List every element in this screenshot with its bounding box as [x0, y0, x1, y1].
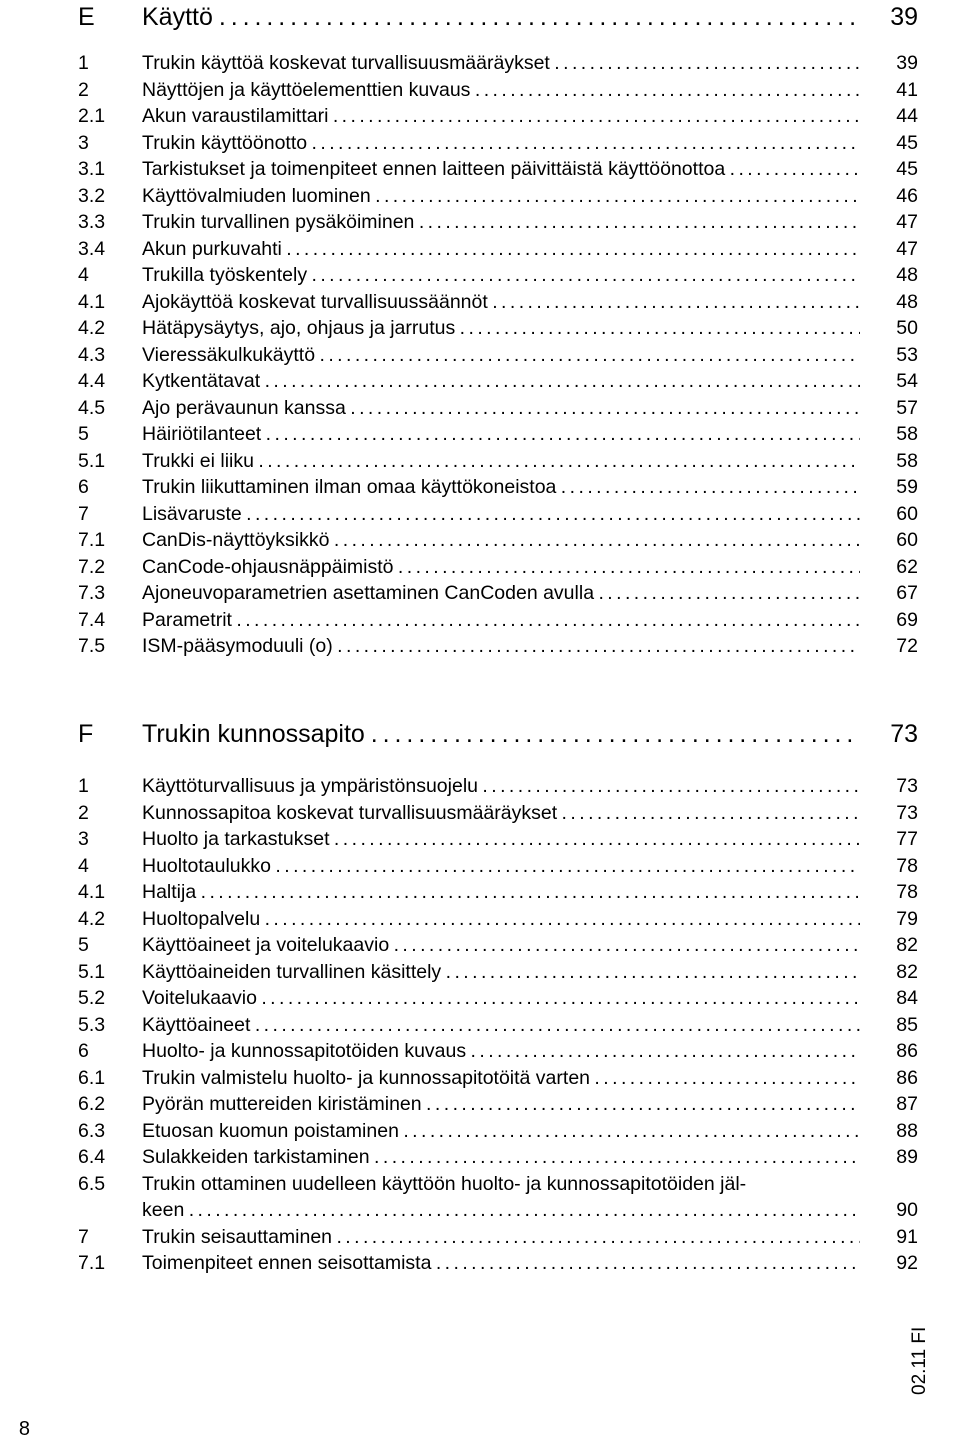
toc-entry[interactable] [78, 800, 918, 826]
entry-number: 4.2 [78, 907, 106, 930]
toc-entry[interactable] [78, 1118, 918, 1144]
toc-entry[interactable] [78, 932, 918, 958]
toc-entry[interactable] [78, 448, 918, 474]
toc-entry[interactable] [78, 236, 918, 262]
entry-title: Trukin käyttöä koskevat turvallisuusmääräykset . . . [142, 50, 860, 76]
entry-number: 3 [78, 131, 89, 154]
entry-number: 7.1 [78, 1252, 106, 1274]
entry-number: 6.5 [78, 1172, 106, 1195]
entry-page: 87 [896, 1093, 918, 1115]
entry-title: Tarkistukset ja toimenpiteet ennen laitteen päivittäistä käyttöönottoa . . . [142, 156, 860, 182]
entry-page: 84 [896, 987, 918, 1009]
entry-number: 5.1 [78, 449, 106, 472]
entry-title: Akun purkuvahti . . . [142, 236, 860, 262]
entry-page: 44 [896, 105, 918, 127]
toc-entry[interactable] [78, 527, 918, 553]
entry-page: 91 [896, 1225, 918, 1248]
toc-entry[interactable] [78, 50, 918, 76]
entry-page: 90 [896, 1198, 918, 1221]
toc-entry[interactable] [78, 580, 918, 606]
entry-page: 60 [896, 529, 918, 551]
entry-number: 4 [78, 854, 89, 877]
toc-entry[interactable] [78, 209, 918, 235]
entry-page: 58 [896, 449, 918, 472]
entry-number: 4.5 [78, 396, 106, 419]
section-heading-e[interactable] [78, 0, 918, 34]
toc-entry[interactable] [78, 395, 918, 421]
entry-title: Pyörän muttereiden kiristäminen . . . [142, 1091, 860, 1117]
entry-page: 62 [896, 555, 918, 578]
toc-entry[interactable] [78, 1224, 918, 1250]
entry-number: 6.2 [78, 1093, 106, 1115]
entry-title: Käyttöaineet ja voitelukaavio . . . [142, 932, 860, 958]
entry-page: 89 [896, 1146, 918, 1168]
toc-entry[interactable] [78, 315, 918, 341]
entry-title: Trukilla työskentely . . . [142, 262, 860, 288]
entry-title: CanDis-näyttöyksikkö . . . [142, 527, 860, 553]
entry-title: Trukin valmistelu huolto- ja kunnossapitotöitä varten . . . [142, 1065, 860, 1091]
entry-page: 82 [896, 960, 918, 983]
entry-page: 47 [896, 237, 918, 260]
toc-entry[interactable] [78, 853, 918, 879]
entry-page: 54 [896, 370, 918, 392]
toc-entry[interactable] [78, 342, 918, 368]
section-letter: E [78, 3, 95, 31]
entry-page: 39 [896, 52, 918, 74]
entry-number: 1 [78, 775, 89, 797]
section-heading-f[interactable] [78, 717, 918, 751]
toc-entry[interactable] [78, 421, 918, 447]
entry-number: 6.4 [78, 1146, 106, 1168]
toc-entry[interactable] [78, 1091, 918, 1117]
entry-page: 92 [896, 1252, 918, 1274]
page-number: 8 [18, 1418, 30, 1440]
toc-entry[interactable] [78, 183, 918, 209]
entry-title: Ajokäyttöä koskevat turvallisuussäännöt . . . [142, 289, 860, 315]
entry-number: 7 [78, 1225, 89, 1248]
entry-title: Huolto ja tarkastukset . . . [142, 826, 860, 852]
entry-page: 58 [896, 423, 918, 445]
entry-title: Käyttövalmiuden luominen . . . [142, 183, 860, 209]
entry-title: Toimenpiteet ennen seisottamista . . . [142, 1250, 860, 1276]
entry-title: Huolto- ja kunnossapitotöiden kuvaus . . . [142, 1038, 860, 1064]
entry-page: 53 [896, 343, 918, 366]
entry-number: 3 [78, 828, 89, 850]
toc-entry[interactable] [78, 1012, 918, 1038]
toc-entry[interactable] [78, 262, 918, 288]
entry-number: 4.2 [78, 317, 106, 339]
toc-entry[interactable] [78, 77, 918, 103]
toc-entry[interactable] [78, 554, 918, 580]
toc-entry[interactable] [78, 879, 918, 905]
entry-number: 3.1 [78, 158, 106, 180]
entry-title: Huoltopalvelu . . . [142, 906, 860, 932]
section-title: Trukin kunnossapito . . . [142, 717, 860, 751]
entry-number: 5.2 [78, 987, 106, 1009]
entry-title: Ajo perävaunun kanssa . . . [142, 395, 860, 421]
entry-title: keen . . . [142, 1197, 860, 1223]
entry-title: Huoltotaulukko . . . [142, 853, 860, 879]
entry-title: Akun varaustilamittari . . . [142, 103, 860, 129]
entry-number: 2 [78, 801, 89, 824]
entry-title: Etuosan kuomun poistaminen . . . [142, 1118, 860, 1144]
entry-number: 7.5 [78, 635, 106, 657]
entry-page: 47 [896, 211, 918, 233]
entry-number: 4.1 [78, 290, 106, 313]
entry-page: 57 [896, 396, 918, 419]
entry-title: Trukin seisauttaminen . . . [142, 1224, 860, 1250]
entry-page: 60 [896, 502, 918, 525]
toc-entry[interactable] [78, 368, 918, 394]
entry-page: 88 [896, 1119, 918, 1142]
entry-page: 69 [896, 608, 918, 631]
section-page: 39 [890, 3, 918, 31]
toc-entry[interactable] [78, 985, 918, 1011]
entry-number: 2 [78, 78, 89, 101]
entry-title: Käyttöaineiden turvallinen käsittely . . . [142, 959, 860, 985]
entry-number: 6 [78, 1040, 89, 1062]
edition-label: 02.11 FI [909, 1326, 930, 1395]
entry-number: 4.4 [78, 370, 106, 392]
entry-page: 85 [896, 1013, 918, 1036]
entry-page: 77 [896, 828, 918, 850]
toc-entry[interactable] [78, 959, 918, 985]
entry-title: Ajoneuvoparametrien asettaminen CanCoden avulla . . . [142, 580, 860, 606]
toc-entry[interactable] [78, 130, 918, 156]
entry-page: 73 [896, 775, 918, 797]
entry-title: Sulakkeiden tarkistaminen . . . [142, 1144, 860, 1170]
toc-entry[interactable] [78, 1171, 918, 1223]
entry-number: 4 [78, 264, 89, 286]
entry-title: Lisävaruste . . . [142, 501, 860, 527]
entry-number: 7.4 [78, 608, 106, 631]
entry-page: 73 [896, 801, 918, 824]
entry-number: 5 [78, 423, 89, 445]
entry-title-line1: Trukin ottaminen uudelleen käyttöön huolto- ja kunnossapitotöiden jäl- [142, 1172, 747, 1195]
entry-number: 2.1 [78, 105, 106, 127]
entry-number: 7.2 [78, 555, 106, 578]
entry-number: 5.1 [78, 960, 106, 983]
toc-entry[interactable] [78, 906, 918, 932]
entry-page: 48 [896, 290, 918, 313]
toc-entry[interactable] [78, 1038, 918, 1064]
entry-title: CanCode-ohjausnäppäimistö . . . [142, 554, 860, 580]
entry-number: 1 [78, 52, 89, 74]
entry-number: 6.1 [78, 1066, 106, 1089]
entry-title: Trukki ei liiku . . . [142, 448, 860, 474]
entry-page: 79 [896, 907, 918, 930]
toc-entry[interactable] [78, 773, 918, 799]
section-page: 73 [890, 720, 918, 748]
entry-number: 7 [78, 502, 89, 525]
entry-title: Trukin liikuttaminen ilman omaa käyttökoneistoa . . . [142, 474, 860, 500]
entry-title: ISM-pääsymoduuli (o) . . . [142, 633, 860, 659]
entry-number: 3.2 [78, 184, 106, 207]
entry-page: 72 [896, 635, 918, 657]
entry-page: 45 [896, 158, 918, 180]
entry-title: Voitelukaavio . . . [142, 985, 860, 1011]
toc-entry[interactable] [78, 156, 918, 182]
entry-title: Näyttöjen ja käyttöelementtien kuvaus . . . [142, 77, 860, 103]
entry-title: Trukin käyttöönotto . . . [142, 130, 860, 156]
entry-title: Hätäpysäytys, ajo, ohjaus ja jarrutus . . . [142, 315, 860, 341]
entry-page: 86 [896, 1066, 918, 1089]
entry-page: 82 [896, 934, 918, 956]
toc-entry[interactable] [78, 474, 918, 500]
entry-page: 86 [896, 1040, 918, 1062]
entry-title: Kytkentätavat . . . [142, 368, 860, 394]
entry-number: 5.3 [78, 1013, 106, 1036]
entry-number: 7.3 [78, 582, 106, 604]
entry-page: 59 [896, 476, 918, 498]
toc-entry[interactable] [78, 1144, 918, 1170]
toc-entry[interactable] [78, 633, 918, 659]
toc-entry[interactable] [78, 103, 918, 129]
entry-title: Käyttöturvallisuus ja ympäristönsuojelu . . . [142, 773, 860, 799]
entry-number: 3.4 [78, 237, 106, 260]
entry-number: 3.3 [78, 211, 106, 233]
toc-entry[interactable] [78, 607, 918, 633]
entry-page: 45 [896, 131, 918, 154]
entry-page: 48 [896, 264, 918, 286]
entry-number: 6.3 [78, 1119, 106, 1142]
entry-number: 4.3 [78, 343, 106, 366]
entry-page: 46 [896, 184, 918, 207]
section-letter: F [78, 720, 94, 748]
section-title: Käyttö . . . [142, 0, 860, 34]
toc-entry[interactable] [78, 1250, 918, 1276]
entry-number: 6 [78, 476, 89, 498]
entry-number: 4.1 [78, 881, 106, 903]
entry-title: Parametrit . . . [142, 607, 860, 633]
entry-page: 78 [896, 881, 918, 903]
entry-title: Trukin turvallinen pysäköiminen . . . [142, 209, 860, 235]
entry-page: 50 [896, 317, 918, 339]
entry-page: 78 [896, 854, 918, 877]
entry-title: Kunnossapitoa koskevat turvallisuusmääräykset . . . [142, 800, 860, 826]
entry-title: Häiriötilanteet . . . [142, 421, 860, 447]
entry-title: Vieressäkulkukäyttö . . . [142, 342, 860, 368]
entry-title: Käyttöaineet . . . [142, 1012, 860, 1038]
entry-page: 41 [896, 78, 918, 101]
entry-number: 7.1 [78, 529, 106, 551]
toc-entry[interactable] [78, 826, 918, 852]
toc-entry[interactable] [78, 289, 918, 315]
toc-entry[interactable] [78, 501, 918, 527]
entry-title: Haltija . . . [142, 879, 860, 905]
entry-number: 5 [78, 934, 89, 956]
entry-page: 67 [896, 582, 918, 604]
toc-entry[interactable] [78, 1065, 918, 1091]
